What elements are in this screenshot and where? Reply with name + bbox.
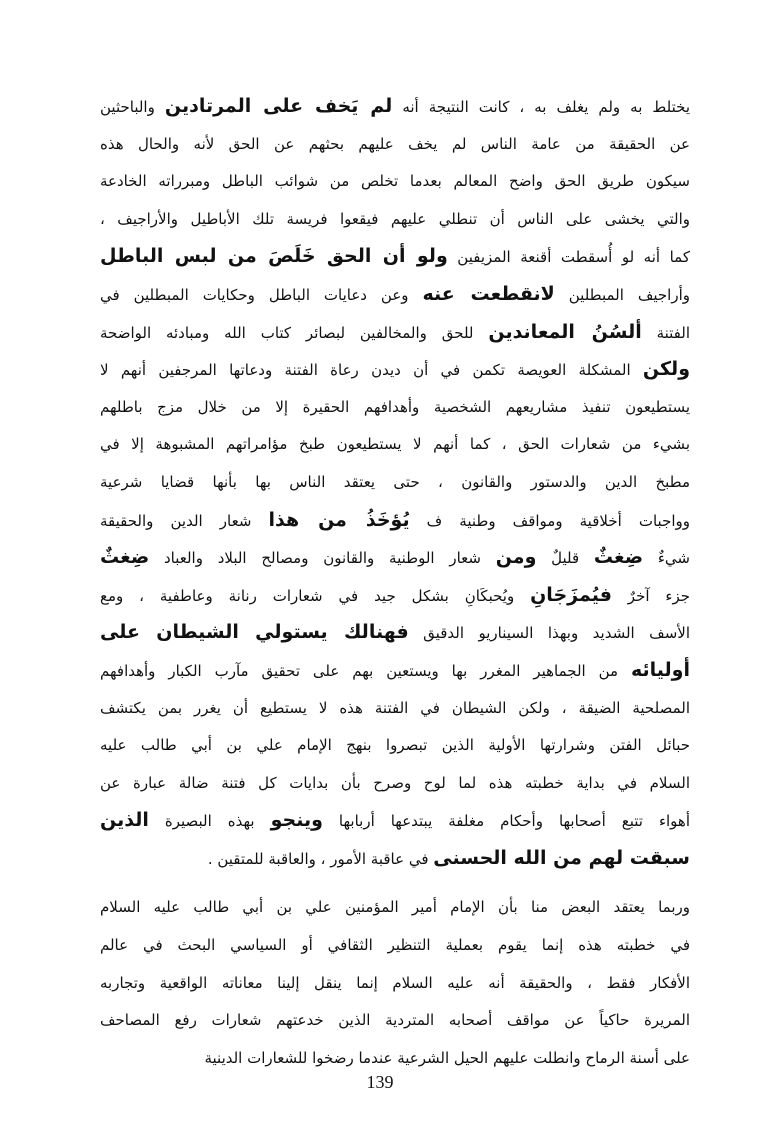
bold-phrase: فهنالك يستولي الشيطان على bbox=[100, 621, 409, 644]
text-run: كما أنه لو أُسقطت أقنعة المزيفين bbox=[447, 248, 690, 267]
bold-phrase: أوليائه bbox=[630, 658, 690, 681]
text-run: شيءٌ bbox=[643, 549, 690, 568]
text-line bbox=[100, 1002, 690, 1040]
page-number: 139 bbox=[366, 1072, 394, 1092]
text-run: أهواء تتبع أصحابها وأحكام مغلفة يبتدعها أربابها bbox=[322, 812, 691, 831]
text-line bbox=[100, 314, 690, 352]
page-body bbox=[100, 88, 690, 1077]
bold-phrase: وينجو bbox=[270, 809, 323, 832]
bold-phrase: الذين bbox=[100, 809, 149, 832]
text-run: الأسف الشديد وبهذا السيناريو الدقيق bbox=[408, 624, 690, 643]
bold-phrase: لانقطعت عنه bbox=[422, 282, 555, 305]
text-line bbox=[100, 965, 690, 1003]
bold-phrase: لم يَخف على المرتادين bbox=[164, 95, 393, 117]
text-line bbox=[100, 652, 690, 690]
text-run: السلام في بداية خطبته هذه لما لوح وصرح بأن بدايات كل فتنة ضالة عبارة عن bbox=[100, 773, 690, 792]
bold-phrase: يُؤخَذُ من هذا bbox=[268, 508, 410, 531]
text-run: المريرة حاكياً عن مواقف أصحابه المتردية الذين خدعتهم شعارات رفع المصاحف bbox=[100, 1011, 690, 1030]
text-run: والتي يخشى على الناس أن تنطلي عليهم فيقعوا فريسة تلك الأباطيل والأراجيف ، bbox=[100, 209, 690, 228]
paragraph bbox=[100, 88, 690, 877]
text-run: في عاقبة الأمور ، والعاقبة للمتقين . bbox=[207, 849, 434, 868]
text-run: في خطبته هذه إنما يقوم بعملية التنظير الثقافي أو السياسي البحث في عالم bbox=[100, 936, 690, 955]
text-line bbox=[100, 238, 690, 276]
text-line bbox=[100, 840, 690, 878]
text-run: وعن دعايات الباطل وحكايات المبطلين في bbox=[100, 285, 423, 304]
bold-phrase: فيُمزَجَانِ bbox=[530, 583, 612, 606]
text-run: شعار الوطنية والقانون ومصالح البلاد والعباد bbox=[149, 549, 496, 568]
text-run: وربما يعتقد البعض منا بأن الإمام أمير المؤمنين علي بن أبي طالب عليه السلام bbox=[100, 898, 690, 917]
text-line bbox=[100, 201, 690, 239]
text-run: جزء آخرٌ bbox=[611, 586, 690, 605]
text-line bbox=[100, 690, 690, 728]
text-line bbox=[100, 765, 690, 803]
text-line bbox=[100, 727, 690, 765]
text-line bbox=[100, 351, 690, 389]
text-run: الفتنة bbox=[641, 323, 690, 342]
text-line bbox=[100, 88, 690, 126]
text-line bbox=[100, 577, 690, 615]
text-run: شعار الدين والحقيقة bbox=[100, 511, 269, 530]
text-run: من الجماهير المغرر بها ويستعين بهم على تحقيق مآرب الكبار وأهدافهم bbox=[100, 661, 631, 680]
text-line bbox=[100, 389, 690, 427]
text-run: عن الحقيقة من عامة الناس لم يخف عليهم بحثهم عن الحق لأنه والحال هذه bbox=[100, 134, 690, 153]
text-line bbox=[100, 464, 690, 502]
text-run: والباحثين bbox=[100, 98, 165, 116]
text-run: ويُحبكَانِ بشكل جيد في شعارات رنانة وعاطفية ، ومع bbox=[100, 586, 531, 605]
text-line bbox=[100, 426, 690, 464]
bold-phrase: ولكن bbox=[642, 358, 690, 381]
bold-phrase: سبقت لهم من الله الحسنى bbox=[433, 846, 690, 869]
bold-phrase: ألسُنُ المعاندين bbox=[488, 320, 642, 343]
text-run: الأفكار فقط ، والحقيقة أنه عليه السلام إنما ينقل إلينا معاناته الواقعية وتجاربه bbox=[100, 973, 690, 992]
text-line bbox=[100, 163, 690, 201]
text-run: مطبخ الدين والدستور والقانون ، حتى يعتقد الناس بها بأنها قضايا شرعية bbox=[100, 472, 690, 491]
text-line bbox=[100, 502, 690, 540]
bold-phrase: ضِغثٌ bbox=[593, 546, 644, 569]
text-run: قليلٌ bbox=[536, 549, 594, 568]
paragraph bbox=[100, 889, 690, 1077]
text-line bbox=[100, 927, 690, 965]
text-run: بهذه البصيرة bbox=[148, 812, 271, 831]
text-line bbox=[100, 889, 690, 927]
text-run: يختلط به ولم يغلف به ، كانت النتيجة أنه bbox=[392, 98, 690, 116]
text-run: وأراجيف المبطلين bbox=[554, 285, 690, 304]
text-line bbox=[100, 276, 690, 314]
text-run: وواجبات أخلاقية ومواقف وطنية ف bbox=[409, 511, 690, 530]
text-run: على أسنة الرماح وانطلت عليهم الحيل الشرعية عندما رضخوا للشعارات الدينية bbox=[204, 1048, 690, 1067]
text-run: المشكلة العويصة تكمن في أن ديدن رعاة الفتنة ودعاتها المرجفين أنهم لا bbox=[100, 361, 643, 380]
text-run: حبائل الفتن وشرارتها الأولية الذين تبصروا بنهج الإمام علي بن أبي طالب عليه bbox=[100, 736, 690, 755]
text-line bbox=[100, 614, 690, 652]
bold-phrase: ضِغثٌ bbox=[100, 546, 150, 569]
bold-phrase: ومن bbox=[495, 546, 537, 569]
text-run: المصلحية الضيقة ، ولكن الشيطان في الفتنة هذه لا يستطيع أن يغرر بمن يكتشف bbox=[100, 698, 690, 717]
text-run: سيكون طريق الحق واضح المعالم بعدما تخلص من شوائب الباطل ومبرراته الخادعة bbox=[100, 172, 690, 191]
text-line bbox=[100, 539, 690, 577]
text-line bbox=[100, 126, 690, 164]
text-run: للحق والمخالفين لبصائر كتاب الله ومبادئه الواضحة bbox=[100, 323, 489, 342]
text-run: يستطيعون تنفيذ مشاريعهم الشخصية وأهدافهم الحقيرة إلا من خلال مزج باطلهم bbox=[100, 397, 690, 416]
text-line bbox=[100, 802, 690, 840]
text-run: بشيء من شعارات الحق ، كما أنهم لا يستطيعون طبخ مؤامراتهم المشبوهة إلا في bbox=[100, 435, 690, 454]
bold-phrase: ولو أن الحق خَلَصَ من لبس الباطل bbox=[100, 245, 448, 268]
